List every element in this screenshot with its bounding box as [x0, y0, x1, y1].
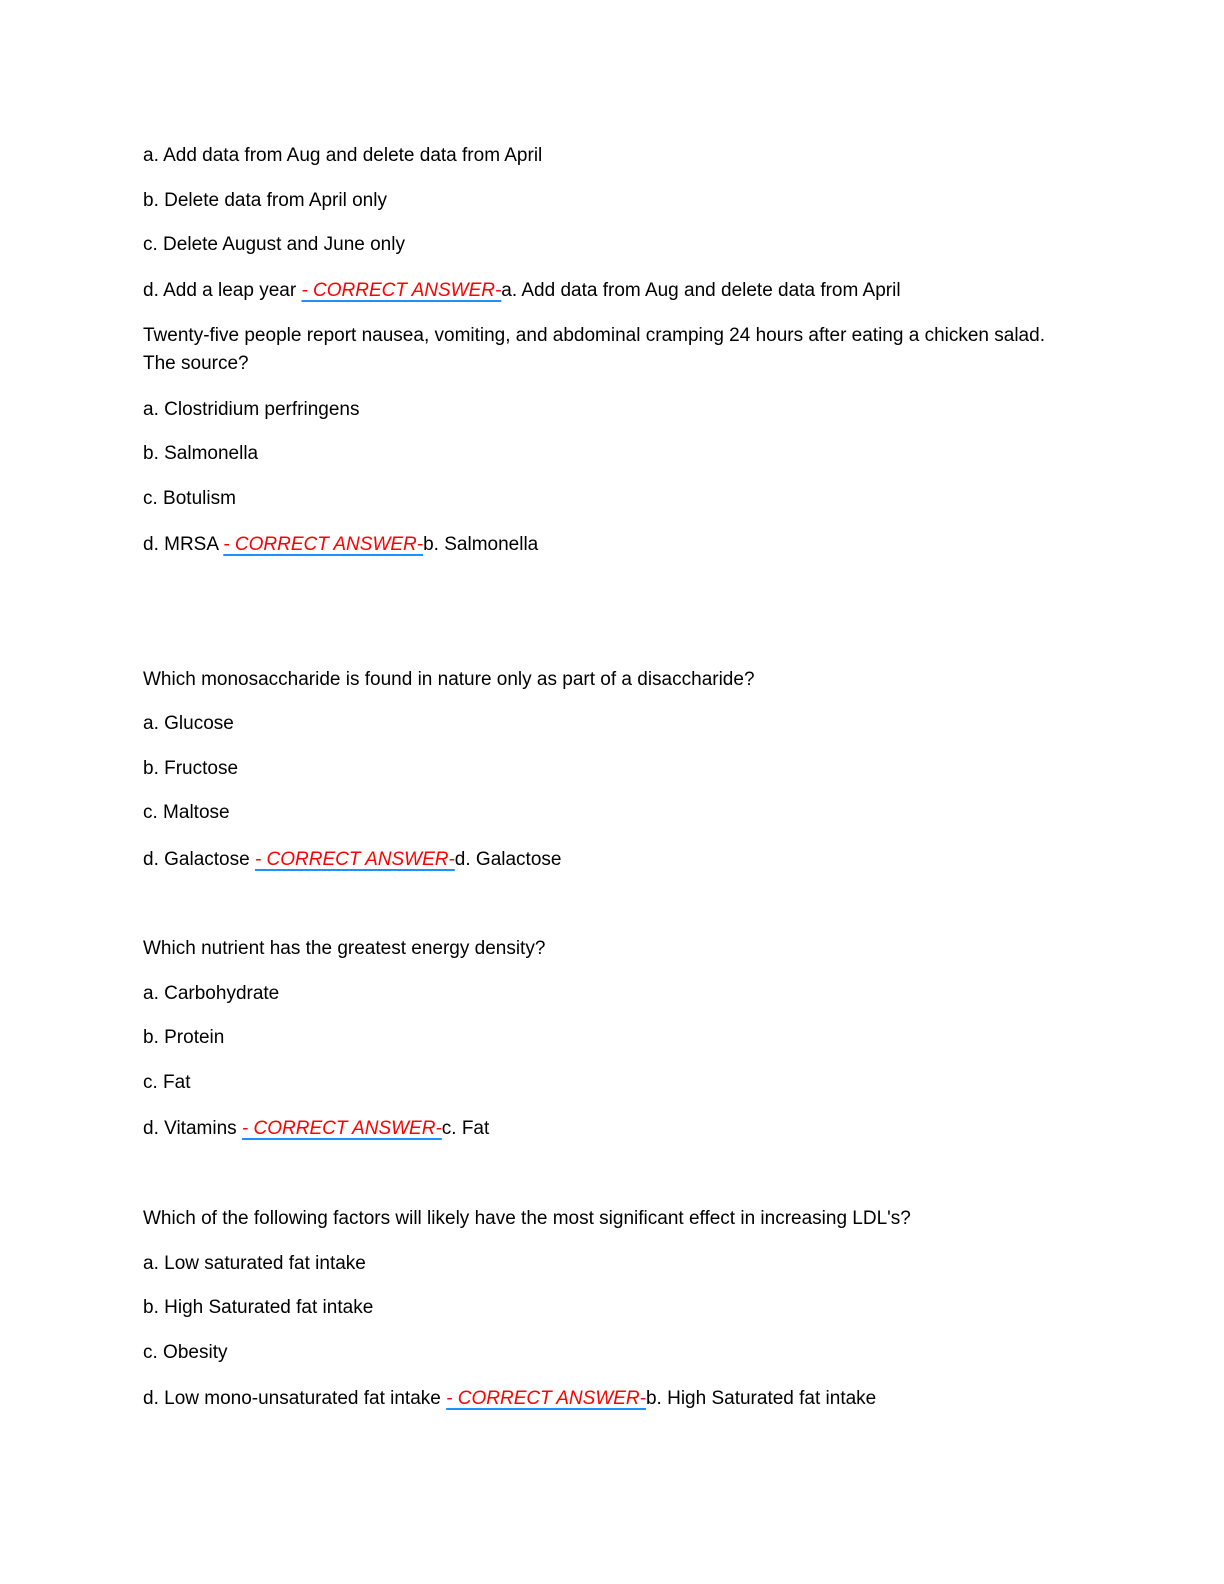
option-a: a. Low saturated fat intake [143, 1253, 366, 1274]
option-d-with-answer [143, 1385, 876, 1413]
question-text: Which nutrient has the greatest energy density? [143, 938, 546, 959]
option-a: a. Carbohydrate [143, 983, 280, 1004]
correct-answer-marker: - CORRECT ANSWER- [241, 1118, 442, 1139]
option-b: b. High Saturated fat intake [143, 1297, 374, 1318]
correct-answer: c. Fat [441, 1118, 490, 1139]
option-d-with-answer [143, 277, 901, 305]
correct-answer: a. Add data from Aug and delete data from April [501, 280, 901, 301]
correct-answer: d. Galactose [454, 849, 562, 870]
option-a: a. Glucose [143, 713, 234, 734]
option-d-with-answer [143, 1115, 489, 1143]
option-c: c. Obesity [143, 1342, 228, 1363]
correct-answer-marker: - CORRECT ANSWER- [446, 1388, 646, 1409]
option-a: a. Clostridium perfringens [143, 399, 360, 420]
question-text: Which monosaccharide is found in nature only as part of a disaccharide? [143, 669, 755, 690]
option-d: d. MRSA [143, 534, 218, 555]
correct-answer-marker: - CORRECT ANSWER- [301, 280, 502, 301]
correct-answer-marker: - CORRECT ANSWER- [254, 849, 455, 870]
option-b: b. Delete data from April only [143, 190, 387, 211]
question-text: Which of the following factors will likely have the most significant effect in increasing LDL's? [143, 1208, 911, 1229]
option-d: d. Vitamins [143, 1118, 237, 1139]
option-d: d. Low mono-unsaturated fat intake [143, 1388, 441, 1409]
option-d-with-answer [143, 846, 561, 874]
option-b: b. Fructose [143, 758, 239, 779]
option-a: a. Add data from Aug and delete data from April [143, 145, 543, 166]
option-b: b. Protein [143, 1027, 225, 1048]
correct-answer-marker: - CORRECT ANSWER- [223, 534, 424, 555]
option-b: b. Salmonella [143, 443, 259, 464]
option-d-with-answer [143, 531, 538, 559]
option-c: c. Fat [143, 1072, 191, 1093]
option-d: d. Galactose [143, 849, 250, 870]
correct-answer: b. High Saturated fat intake [645, 1388, 877, 1409]
option-d: d. Add a leap year [143, 280, 297, 301]
option-c: c. Maltose [143, 802, 230, 823]
option-c: c. Delete August and June only [143, 234, 405, 255]
option-c: c. Botulism [143, 488, 236, 509]
question-text: Twenty-five people report nausea, vomiting, and abdominal cramping 24 hours after eating a chicken salad. The source? [143, 325, 1045, 374]
correct-answer: b. Salmonella [423, 534, 539, 555]
